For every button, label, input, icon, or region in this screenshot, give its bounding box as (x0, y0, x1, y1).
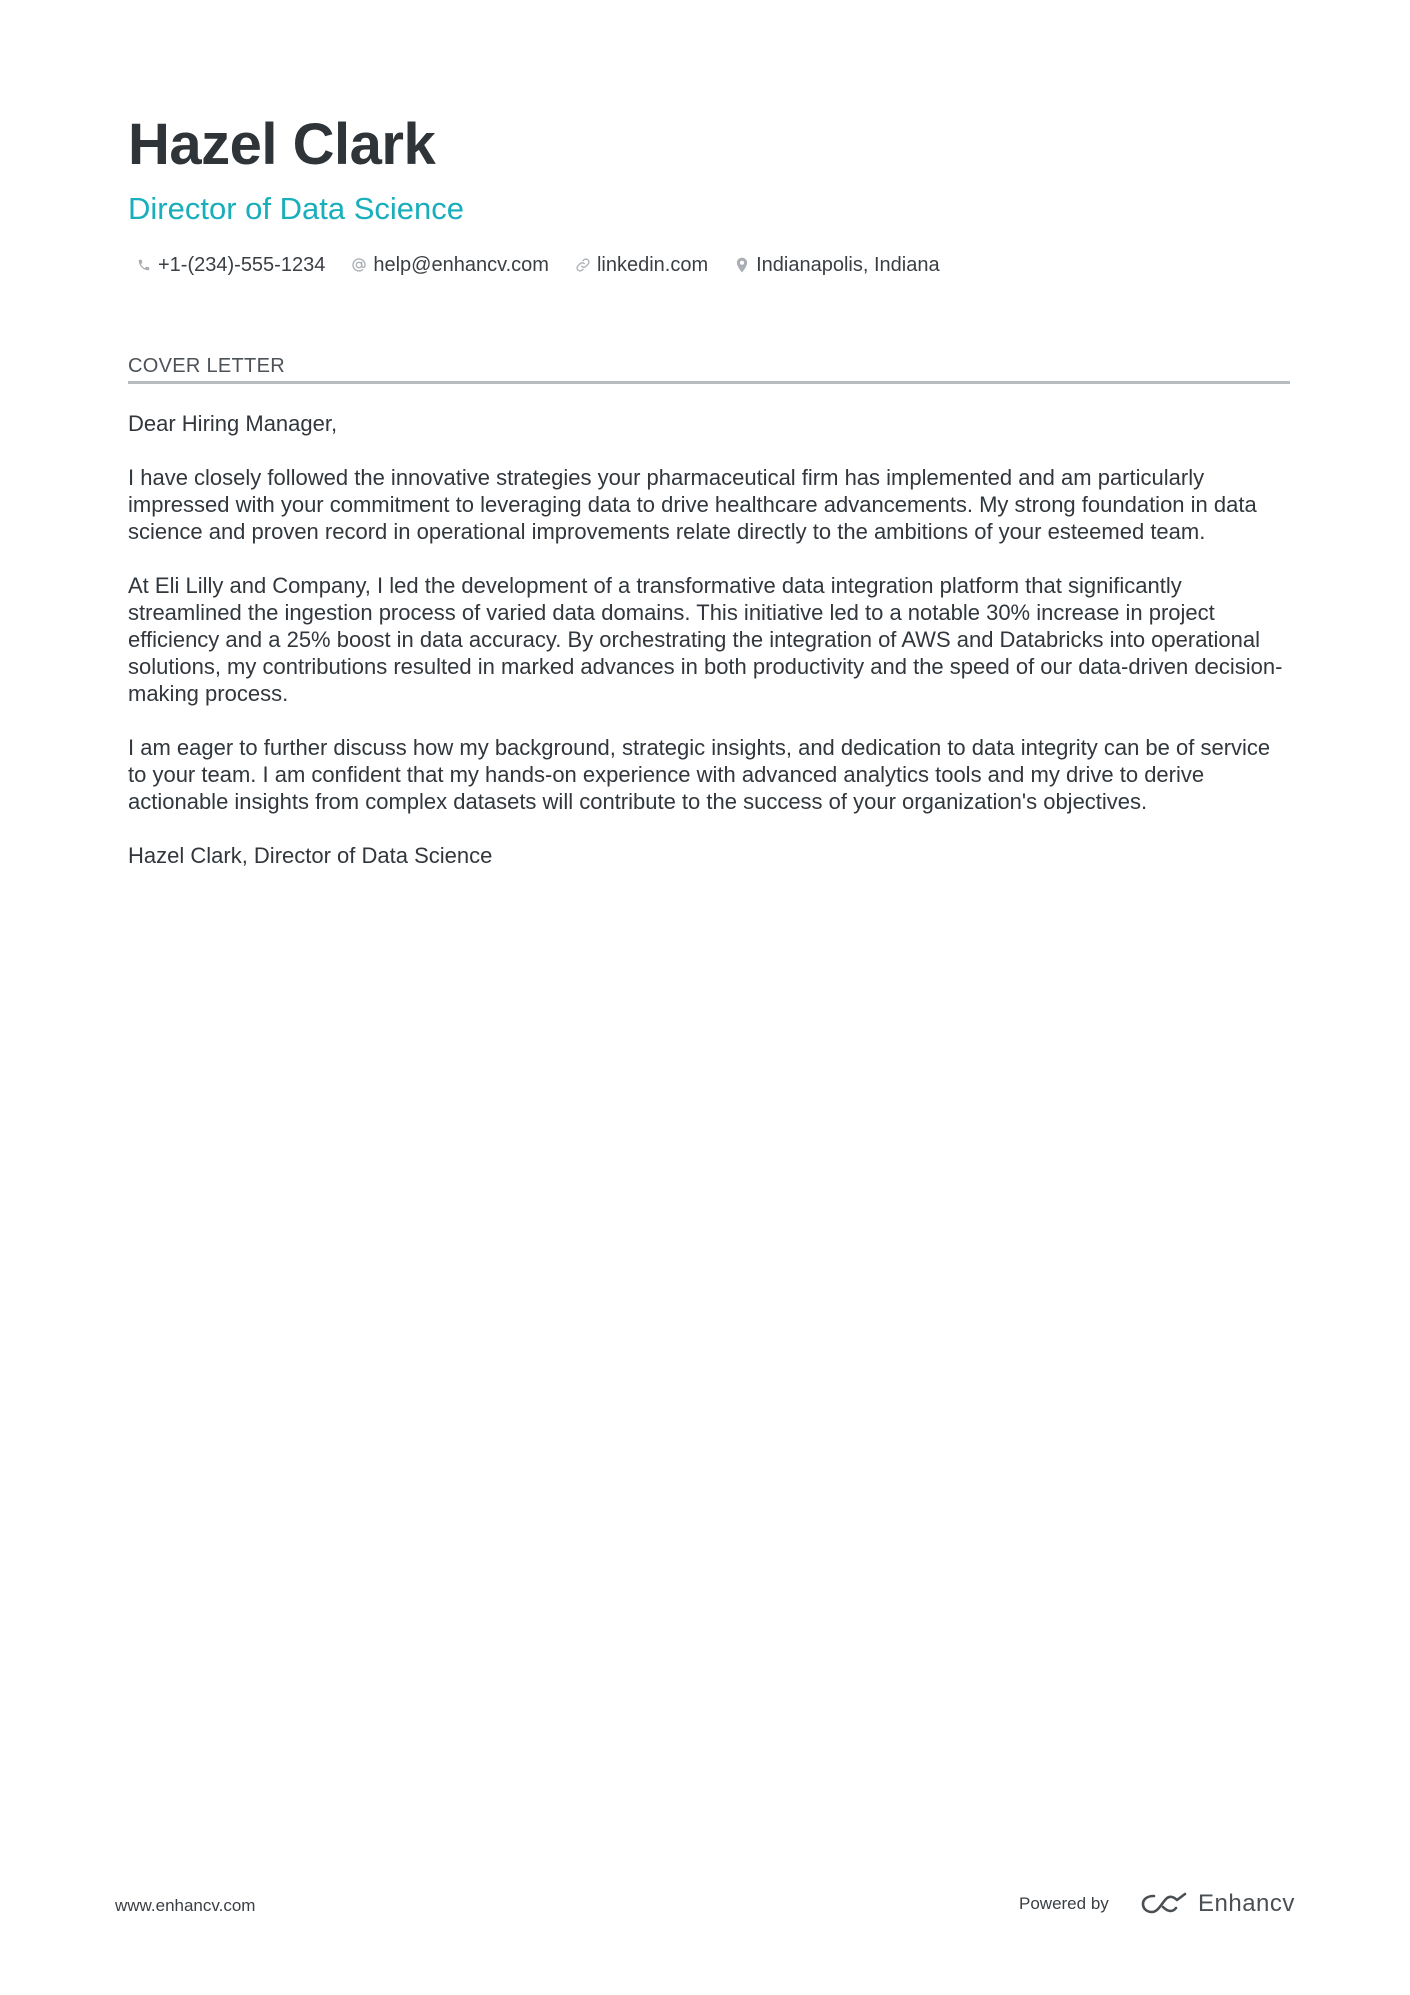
at-icon (351, 257, 367, 273)
contact-linkedin[interactable] (575, 254, 708, 277)
letter-greeting: Dear Hiring Manager, (128, 411, 338, 436)
phone-icon (136, 257, 152, 273)
letter-body (128, 410, 1290, 869)
cover-letter-section (128, 354, 1290, 869)
contact-phone[interactable] (136, 254, 325, 277)
contact-location (734, 254, 939, 277)
contact-email[interactable] (351, 254, 549, 277)
contact-location-text: Indianapolis, Indiana (756, 253, 940, 276)
powered-by-label: Powered by (1019, 1894, 1109, 1913)
section-title: COVER LETTER (128, 354, 1290, 384)
contact-phone-text: +1-(234)-555-1234 (158, 253, 326, 276)
candidate-name: Hazel Clark (128, 112, 436, 177)
page-footer (0, 1890, 1410, 1920)
letter-paragraph-2: At Eli Lilly and Company, I led the development of a transformative data integration platform that significantly streamlined the ingestion process of varied data domains. This initiative led to a notable 30% increase in project efficiency and a 25% boost in data accuracy. By orchestrating the integration of AWS and Databricks into operational solutions, my contributions resulted in marked advances in both productivity and the speed of our data-driven decision-making process. (128, 573, 1283, 706)
contact-email-text: help@enhancv.com (373, 253, 549, 276)
contact-bar (136, 252, 1290, 278)
letter-paragraph-1: I have closely followed the innovative strategies your pharmaceutical firm has implemented and am particularly impressed with your commitment to leveraging data to drive healthcare advancements. My strong foundation in data science and proven record in operational improvements relate directly to the ambitions of your esteemed team. (128, 465, 1257, 544)
cover-letter-page (128, 110, 1290, 896)
footer-url[interactable]: www.enhancv.com (115, 1896, 256, 1915)
enhancv-brand[interactable] (1140, 1890, 1295, 1918)
contact-linkedin-text: linkedin.com (596, 253, 709, 276)
enhancv-logo-icon (1140, 1891, 1188, 1917)
enhancv-wordmark: Enhancv (1198, 1890, 1295, 1917)
letter-signature: Hazel Clark, Director of Data Science (128, 843, 493, 868)
letter-paragraph-3: I am eager to further discuss how my background, strategic insights, and dedication to data integrity can be of service to your team. I am confident that my hands-on experience with advanced analytics tools and my drive to derive actionable insights from complex datasets will contribute to the success of your organization's objectives. (128, 735, 1271, 814)
link-icon (575, 257, 591, 273)
candidate-title: Director of Data Science (128, 191, 464, 226)
location-pin-icon (734, 257, 750, 273)
